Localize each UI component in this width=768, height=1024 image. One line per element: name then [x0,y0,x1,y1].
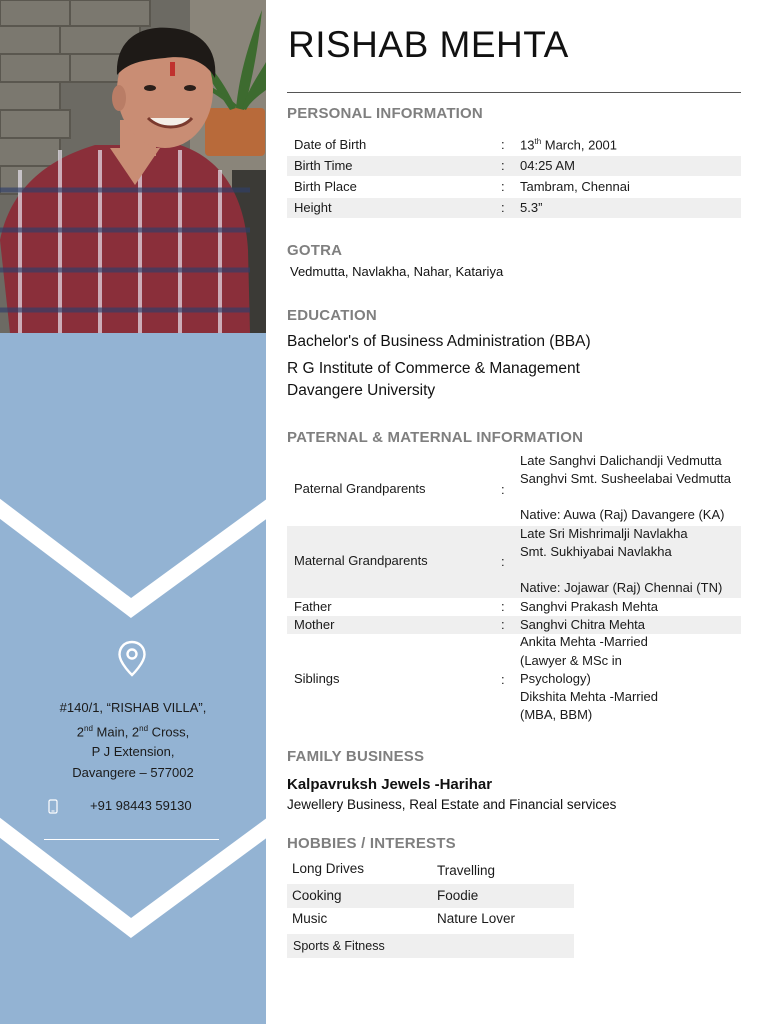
row-separator: : [501,179,505,194]
location-pin-icon [117,640,147,678]
phone-number[interactable]: +91 98443 59130 [90,798,192,813]
row-separator: : [501,482,505,497]
row-value: Tambram, Chennai [520,179,630,194]
name-underline [287,92,741,93]
row-label: Maternal Grandparents [294,553,428,568]
section-title-gotra: GOTRA [287,242,343,259]
address-line-4: Davangere – 577002 [72,764,194,780]
row-separator: : [501,672,505,687]
section-title-business: FAMILY BUSINESS [287,748,425,765]
row-label: Birth Place [294,179,357,194]
family-row-maternal [287,526,741,598]
row-separator: : [501,137,505,152]
hobby-row [287,859,574,883]
chevron-divider-top [0,495,266,620]
business-description: Jewellery Business, Real Estate and Financial services [287,797,617,812]
paternal-line-2: Sanghvi Smt. Susheelabai Vedmutta [520,471,732,486]
row-value: Sanghvi Chitra Mehta [520,617,646,632]
maternal-native: Native: Jojawar (Raj) Chennai (TN) [520,580,723,595]
address-block [0,698,266,783]
person-name: RISHAB MEHTA [288,24,569,65]
education-institute: R G Institute of Commerce & Management [287,360,580,377]
address-line-2: 2nd Main, 2nd Cross, [76,723,190,739]
row-label: Siblings [294,671,340,686]
left-sidebar [0,0,266,1024]
hobby-item: Travelling [437,863,496,878]
family-row-mother [287,616,741,634]
maternal-line-1: Late Sri Mishrimalji Navlakha [520,526,688,541]
business-name: Kalpavruksh Jewels -Harihar [287,776,493,793]
family-row-father [287,598,741,616]
family-row-siblings [287,634,741,726]
paternal-native: Native: Auwa (Raj) Davangere (KA) [520,507,725,522]
row-value: 13th March, 2001 [520,137,618,153]
paternal-line-1: Late Sanghvi Dalichandji Vedmutta [520,453,722,468]
profile-photo [0,0,266,333]
education-degree: Bachelor's of Business Administration (BBA) [287,333,591,350]
sibling-line: (MBA, BBM) [520,707,593,722]
row-separator: : [501,617,505,632]
family-row-paternal [287,452,741,524]
hobby-item: Sports & Fitness [293,939,385,953]
gotra-text: Vedmutta, Navlakha, Nahar, Katariya [290,264,504,279]
row-label: Paternal Grandparents [294,481,426,496]
row-value: Sanghvi Prakash Mehta [520,599,659,614]
section-title-education: EDUCATION [287,307,377,324]
hobby-row [287,908,574,932]
row-label: Date of Birth [294,137,367,152]
row-label: Mother [294,617,335,632]
hobby-item: Nature Lover [437,911,516,926]
row-label: Father [294,599,332,614]
personal-row-birth-place [287,177,741,197]
row-label: Height [294,200,332,215]
maternal-line-2: Smt. Sukhiyabai Navlakha [520,544,672,559]
main-content [266,0,768,1024]
personal-row-height [287,198,741,218]
section-title-family: PATERNAL & MATERNAL INFORMATION [287,429,584,446]
row-separator: : [501,554,505,569]
chevron-divider-bottom [0,812,266,942]
hobby-item: Music [292,911,328,926]
hobby-item: Cooking [292,888,342,903]
row-value: 04:25 AM [520,158,575,173]
row-value: 5.3” [520,200,543,215]
section-title-personal: PERSONAL INFORMATION [287,105,483,122]
sibling-line: Psychology) [520,671,591,686]
address-line-3: P J Extension, [91,744,175,760]
row-separator: : [501,599,505,614]
address-line-1: #140/1, “RISHAB VILLA”, [59,700,207,715]
hobby-item: Long Drives [292,861,365,876]
hobby-row [287,934,574,958]
hobby-row [287,884,574,908]
row-separator: : [501,158,505,173]
sibling-line: Dikshita Mehta -Married [520,689,658,704]
hobby-item: Foodie [437,888,479,903]
sibling-line: (Lawyer & MSc in [520,653,622,668]
personal-row-dob [287,135,741,155]
row-label: Birth Time [294,158,353,173]
education-university: Davangere University [287,382,436,399]
section-title-hobbies: HOBBIES / INTERESTS [287,835,456,852]
row-separator: : [501,200,505,215]
sibling-line: Ankita Mehta -Married [520,634,648,649]
personal-row-birth-time [287,156,741,176]
